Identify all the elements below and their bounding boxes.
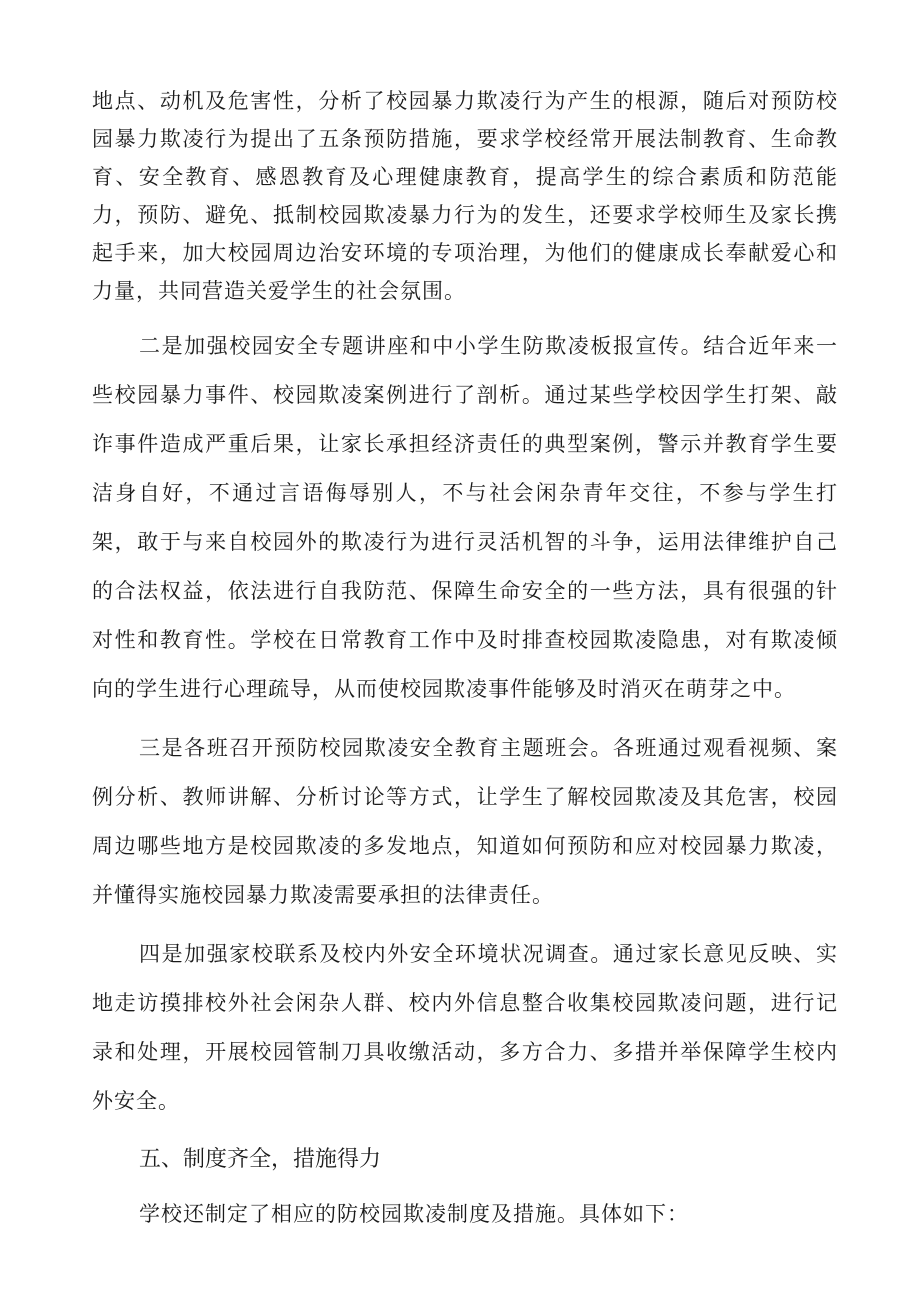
document-page: [92, 82, 838, 1239]
closing-paragraph: 学校还制定了相应的防校园欺凌制度及措施。具体如下：: [139, 1202, 689, 1226]
paragraph-2: 二是加强校园安全专题讲座和中小学生防欺凌板报宣传。结合近年来一些校园暴力事件、校园欺凌案例进行了剖析。通过某些学校因学生打架、敲诈事件造成严重后果，让家长承担经济责任的典型案例，警示并教育学生要洁身自好，不通过言语侮辱别人，不与社会闲杂青年交往，不参与学生打架，敢于与来自校园外的欺凌行为进行灵活机智的斗争，运用法律维护自己的合法权益，依法进行自我防范、保障生命安全的一些方法，具有很强的针对性和教育性。学校在日常教育工作中及时排查校园欺凌隐患，对有欺凌倾向的学生进行心理疏导，从而使校园欺凌事件能够及时消灭在萌芽之中。: [92, 334, 838, 701]
paragraph-3: 三是各班召开预防校园欺凌安全教育主题班会。各班通过观看视频、案例分析、教师讲解、分析讨论等方式，让学生了解校园欺凌及其危害，校园周边哪些地方是校园欺凌的多发地点，知道如何预防和应对校园暴力欺凌，并懂得实施校园暴力欺凌需要承担的法律责任。: [92, 736, 838, 907]
section-heading: 五、制度齐全，措施得力: [139, 1147, 382, 1172]
paragraph-4: 四是加强家校联系及校内外安全环境状况调查。通过家长意见反映、实地走访摸排校外社会闲杂人群、校内外信息整合收集校园欺凌问题，进行记录和处理，开展校园管制刀具收缴活动，多方合力、多措并举保障学生校内外安全。: [92, 942, 838, 1113]
paragraph-1: 地点、动机及危害性，分析了校园暴力欺凌行为产生的根源，随后对预防校园暴力欺凌行为提出了五条预防措施，要求学校经常开展法制教育、生命教育、安全教育、感恩教育及心理健康教育，提高学生的综合素质和防范能力，预防、避免、抵制校园欺凌暴力行为的发生，还要求学校师生及家长携起手来，加大校园周边治安环境的专项治理，为他们的健康成长奉献爱心和力量，共同营造关爱学生的社会氛围。: [92, 89, 838, 303]
